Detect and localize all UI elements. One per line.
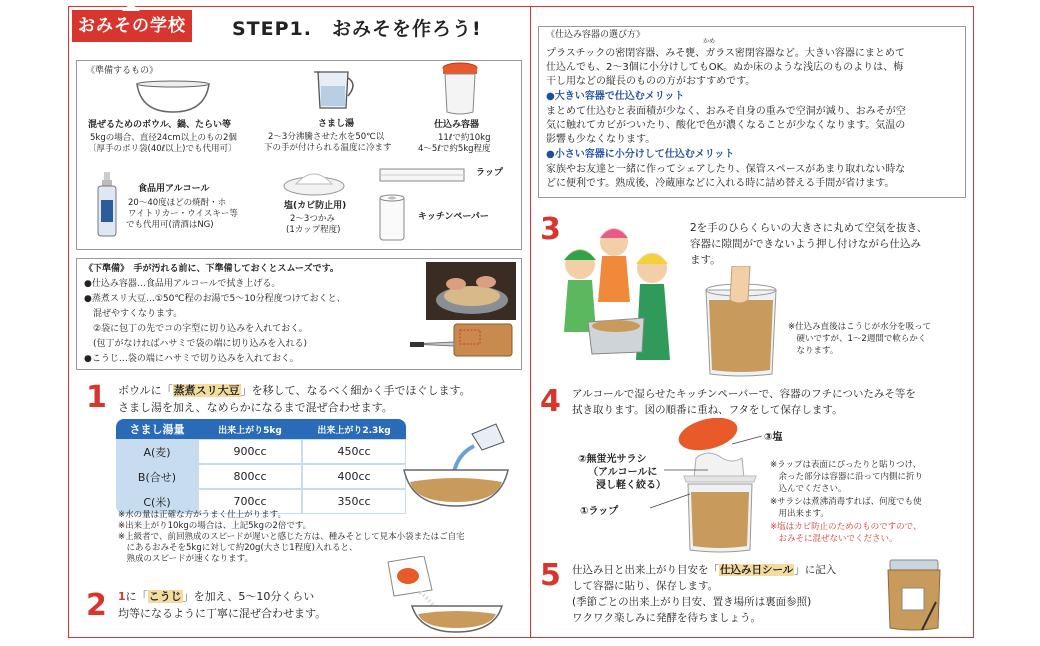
small-line-2: どに便利です。熟成後、冷蔵庫などに入れる時に詰め替える手間が省けます。: [546, 178, 895, 189]
measuring-cup-icon: [312, 66, 358, 110]
step-4-note-2: 余った部分は容器に沿って内側に折り: [770, 472, 924, 482]
big-line-2: 気に触れてカビがついたり、酸化で色が濃くなることが少なくなります。気温の: [546, 120, 906, 131]
container-icon: [440, 62, 480, 116]
step-1-number: 1: [86, 380, 107, 415]
salt-line-1: 2～3つかみ: [290, 214, 335, 224]
step-3-line-3: ます。: [690, 254, 721, 266]
step-4-note-5: 用出来ます。: [770, 509, 829, 519]
step-4-warning-1: ※塩はカビ防止のためのものですので、: [770, 522, 922, 532]
label-wrap: ①ラップ: [580, 506, 619, 517]
prep-title: 《準備するもの》: [86, 66, 159, 76]
step-3-note-3: なります。: [788, 346, 839, 356]
big-line-3: 影響も少なくなります。: [546, 134, 656, 145]
jar-pressing-icon: [702, 266, 780, 378]
table-header: さまし湯量: [116, 419, 198, 439]
step-4-line-2: 拭き取ります。図の順番に重ね、フタをして保存します。: [572, 404, 843, 416]
pre-line-2: ●蒸煮スリ大豆…①50℃程のお湯で5～10分程度つけておくと、: [84, 294, 346, 304]
salt-name: 塩(カビ防止用): [284, 201, 347, 211]
kame-ruby: かめ: [703, 38, 716, 45]
step-3-line-2: 容器に隙間ができないよう押し付けながら仕込み: [690, 238, 921, 250]
step-5-line-3: (季節ごとの出来上がり目安、置き場所は裏面参照): [572, 596, 812, 608]
label-leaders: [620, 430, 790, 512]
alcohol-spray-icon: [96, 172, 118, 238]
container-line-2: 4～5ℓで約5kg程度: [418, 144, 491, 154]
water-name: さまし湯: [318, 119, 355, 129]
step-3-number: 3: [540, 212, 561, 247]
soaking-photo: [426, 262, 516, 320]
pre-line-5: (包丁がなければハサミで袋の端に切り込みを入れる): [84, 339, 308, 349]
table-row: B(合せ) 800cc 400cc: [116, 464, 406, 489]
small-line-1: 家族やお友達と一緒に作ってシェアしたり、保管スペースがあまり取れない時な: [546, 164, 906, 175]
salt-line-2: (1カップ程度): [286, 225, 341, 235]
step-1-note-5: 熟成のスピードが速くなります。: [118, 554, 253, 564]
bag-knife-icon: [410, 322, 514, 358]
step-4-note-4: ※サラシは煮沸消毒すれば、何度でも使: [770, 497, 922, 507]
table-row: A(麦) 900cc 450cc: [116, 439, 406, 464]
pre-line-1: ●仕込み容器…食品用アルコールで拭き上げる。: [84, 279, 281, 289]
label-cloth-3: 浸し軽く絞る）: [596, 480, 666, 491]
pre-line-4: ②袋に包丁の先でコの字型に切り込みを入れておく。: [84, 324, 308, 334]
step-1-note-3: ※上級者で、前回熟成のスピードが遅いと感じた方は、種みそとして見本小袋またはご自宅: [118, 532, 465, 542]
bowl-line-1: 5kgの場合、直径24cm以上のもの2個: [90, 133, 237, 143]
alcohol-line-2: ワイトリカー・ウイスキー等: [128, 209, 238, 219]
step-4-number: 4: [540, 384, 561, 419]
big-container-title: ●大きい容器で仕込むメリット: [546, 91, 685, 102]
label-cloth-2: （アルコールに: [588, 467, 658, 478]
water-amount-table: [116, 419, 406, 514]
big-line-1: まとめて仕込むと表面積が少なく、おみそ自身の重みで空洞が減り、おみそが空: [546, 106, 906, 117]
step-5-number: 5: [540, 558, 561, 593]
school-logo: [72, 10, 192, 42]
paper-label: キッチンペーパー: [418, 212, 489, 222]
pre-line-3: 混ぜやすくなります。: [84, 309, 183, 319]
step-5-line-2: して容器に貼り、保存します。: [572, 580, 719, 592]
pouring-water-icon: [400, 420, 512, 508]
small-container-title: ●小さい容器に小分けして仕込むメリット: [546, 149, 735, 160]
column-divider: [530, 6, 531, 638]
alcohol-name: 食品用アルコール: [138, 184, 210, 194]
step-1-note-1: ※水の量は正確な方がうまく仕上がります。: [118, 510, 286, 520]
choose-intro-1: プラスチックの密閉容器、みそ甕、ガラス密閉容器など。大きい容器にまとめて: [546, 48, 905, 59]
step-3-note-2: 硬いですが、1～2週間で軟らかく: [788, 334, 927, 344]
step-3-note-1: ※仕込み直後はこうじが水分を吸って: [788, 322, 932, 332]
label-cloth-1: ②無蛍光サラシ: [578, 454, 647, 465]
adding-koji-icon: [380, 556, 504, 634]
container-name: 仕込み容器: [434, 120, 480, 130]
water-line-1: 2～3分沸騰させた水を50℃以: [268, 132, 385, 142]
step-2-line-1: 1に「こうじ」を加え、5～10分くらい: [118, 590, 315, 603]
salt-icon: [282, 160, 346, 196]
wrap-roll-icon: [378, 166, 466, 184]
family-illustration: [548, 214, 682, 364]
step-1-line-1: ボウルに「蒸煮スリ大豆」を移して、なるべく細かく手でほぐします。: [118, 384, 471, 397]
choose-intro-3: 干し用などの縦長のものの方がおすすめです。: [546, 76, 756, 87]
pre-title: 《下準備》 手が汚れる前に、下準備しておくとスムーズです。: [84, 264, 339, 274]
water-line-2: 下の手が付けられる温度に冷ます: [264, 143, 392, 153]
step-1-line-2: さまし湯を加え、なめらかになるまで混ぜ合わせます。: [118, 401, 393, 414]
choose-intro-2: 仕込んでも、2～3個に小分けしてもOK。ぬか床のような浅広のものよりは、梅: [546, 62, 904, 73]
logo-text: おみその学校: [78, 16, 186, 36]
step-5-line-1: 仕込み日と出来上がり目安を「仕込み日シール」に記入: [572, 564, 837, 576]
step-1-note-2: ※出来上がり10kgの場合は、上記5kgの2倍です。: [118, 521, 312, 531]
step-5-line-4: ワクワク楽しみに発酵を待ちましょう。: [572, 612, 761, 624]
house-icon: [122, 3, 140, 13]
choose-title: 《仕込み容器の選び方》: [546, 30, 646, 40]
label-salt: ③塩: [764, 432, 783, 443]
step-2-number: 2: [86, 588, 107, 623]
bowl-line-2: 〔厚手のポリ袋(40ℓ以上)でも代用可〕: [88, 144, 237, 154]
step-3-line-1: 2を手のひらくらいの大きさに丸めて空気を抜き、: [690, 222, 928, 234]
table-header: 出来上がり2.3kg: [302, 419, 406, 439]
step-1-note-4: にあるおみそを5kgに対して約20g(大さじ1程度)入れると、: [118, 543, 358, 553]
paper-towel-icon: [376, 194, 408, 242]
pre-line-6: ●こうじ…袋の端にハサミで切り込みを入れておく。: [84, 354, 299, 364]
bowl-icon: [135, 80, 211, 114]
step-4-note-1: ※ラップは表面にぴったりと貼りつけ、: [770, 460, 922, 470]
step-2-line-2: 均等になるように丁寧に混ぜ合わせます。: [118, 607, 327, 620]
step-4-note-3: 込んでください。: [770, 484, 847, 494]
table-row: C(米) 700cc 350cc: [116, 489, 406, 514]
step-4-line-1: アルコールで湿らせたキッチンペーパーで、容器のフチについたみそ等を: [572, 388, 916, 400]
wrap-label: ラップ: [476, 168, 503, 178]
bowl-name: 混ぜるためのボウル、鍋、たらい等: [88, 120, 232, 130]
container-line-1: 11ℓで約10kg: [438, 133, 491, 143]
step-4-warning-2: おみそに混ぜないでください。: [770, 534, 898, 544]
page-title: STEP1. おみそを作ろう!: [232, 18, 482, 40]
labeled-jar-icon: [874, 556, 954, 632]
alcohol-line-1: 20～40度ほどの焼酎・ホ: [128, 198, 227, 208]
alcohol-line-3: でも代用可(清酒はNG): [126, 220, 214, 230]
table-header: 出来上がり5kg: [198, 419, 302, 439]
